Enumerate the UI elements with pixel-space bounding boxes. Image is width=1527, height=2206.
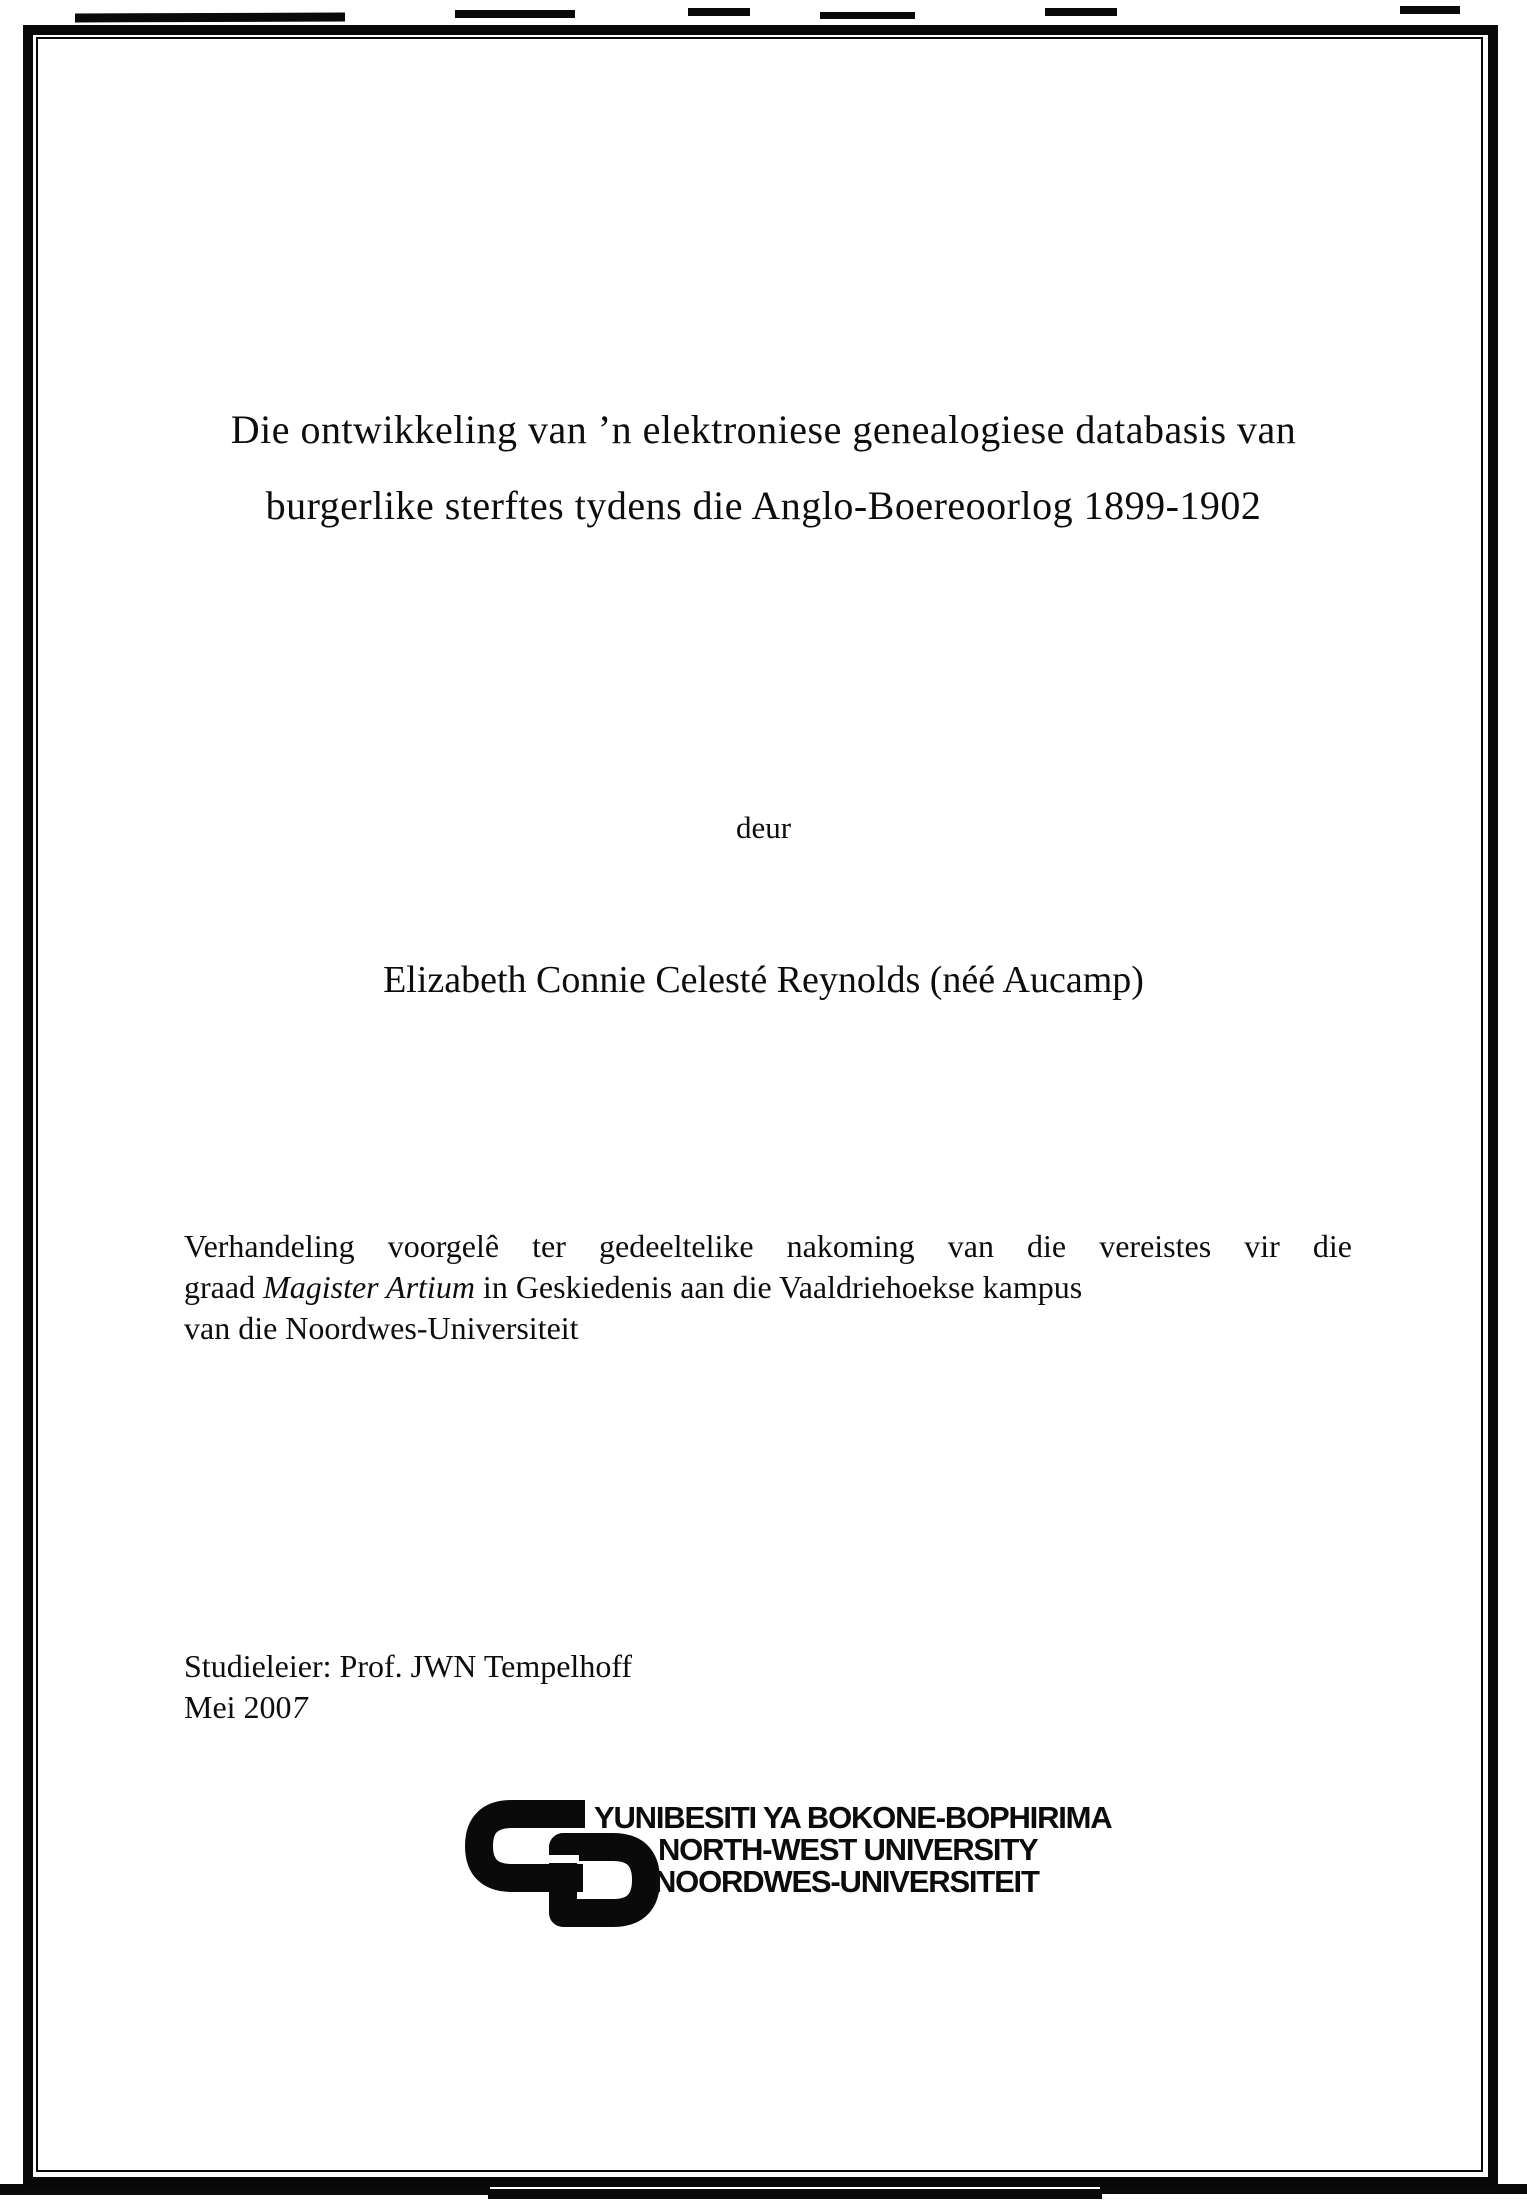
university-logo [465, 1800, 1112, 1945]
scan-artifact [75, 13, 345, 23]
degree-name-italic: Magister Artium [263, 1269, 475, 1305]
declaration-line3: van die Noordwes-Universiteit [184, 1310, 579, 1346]
declaration-line2-suffix: in Geskiedenis aan die Vaaldriehoekse kampus [474, 1269, 1083, 1305]
scan-artifact [820, 12, 915, 19]
supervisor-line: Studieleier: Prof. JWN Tempelhoff [184, 1648, 633, 1684]
author-name: Elizabeth Connie Celesté Reynolds (néé Aucamp) [383, 959, 1144, 1001]
date-last-digit: 7 [289, 1689, 311, 1725]
logo-text-afrikaans: NOORDWES-UNIVERSITEIT [654, 1864, 1039, 1899]
scan-artifact [488, 2189, 1102, 2199]
declaration-line2 [184, 1267, 1352, 1308]
thesis-title [60, 392, 1467, 544]
thesis-title-line2: burgerlike sterftes tydens die Anglo-Boereoorlog 1899-1902 [265, 483, 1262, 528]
thesis-title-line1: Die ontwikkeling van ’n elektroniese genealogiese databasis van [230, 407, 1297, 452]
supervisor-block [184, 1646, 632, 1728]
byline-label: deur [735, 810, 792, 845]
logo-text-setswana: YUNIBESITI YA BOKONE-BOPHIRIMA [594, 1800, 1112, 1835]
declaration-line2-prefix: graad [184, 1269, 264, 1305]
scan-artifact [455, 10, 575, 18]
scan-artifact [688, 8, 750, 16]
scan-artifact [1045, 8, 1117, 16]
university-logo-text [594, 1802, 1111, 1898]
logo-text-english: NORTH-WEST UNIVERSITY [658, 1832, 1038, 1867]
date-prefix: Mei 200 [184, 1689, 292, 1725]
date-line [184, 1687, 632, 1728]
degree-declaration [184, 1226, 1352, 1349]
declaration-line1: Verhandeling voorgelê ter gedeeltelike nakoming van die vereistes vir die [184, 1228, 1352, 1264]
scan-artifact [1400, 6, 1460, 14]
